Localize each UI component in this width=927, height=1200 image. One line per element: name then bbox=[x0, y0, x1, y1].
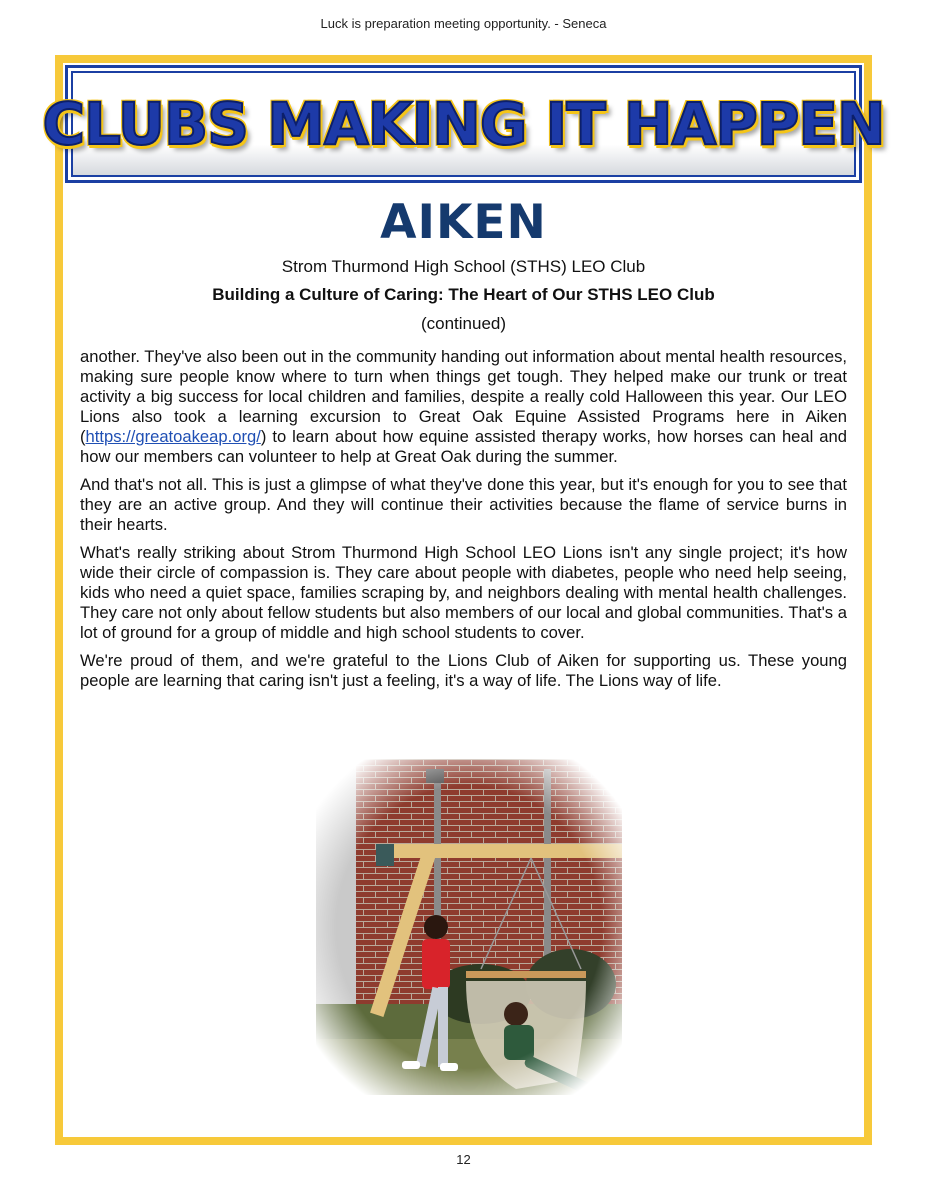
paragraph-1 bbox=[80, 347, 847, 467]
section-banner bbox=[42, 65, 885, 183]
banner-title: CLUBS MAKING IT HAPPEN bbox=[42, 90, 885, 158]
article-frame bbox=[42, 55, 885, 1145]
article-title: Building a Culture of Caring: The Heart of Our STHS LEO Club bbox=[212, 285, 715, 304]
article-body bbox=[80, 347, 847, 699]
paragraph-1-text-start: another. They've also been out in the community handing out information about mental health resources, making sure people know where to turn when things get tough. They helped make our trunk or treat activity a big success for local children and families, despite a really cold Halloween this year. Our LEO Lions also took a learning excursion to Great Oak Equine Assisted Programs here in Aiken ( bbox=[80, 347, 847, 446]
paragraph-4: We're proud of them, and we're grateful to the Lions Club of Aiken for supporting us. These young people are learning that caring isn't just a feeling, it's a way of life. The Lions way of life. bbox=[80, 651, 847, 690]
page-number: 12 bbox=[456, 1152, 471, 1167]
club-name: Strom Thurmond High School (STHS) LEO Club bbox=[281, 257, 646, 276]
continued-label: (continued) bbox=[420, 314, 507, 333]
banner-inner bbox=[42, 71, 885, 177]
paragraph-3: What's really striking about Strom Thurmond High School LEO Lions isn't any single project; it's how wide their circle of compassion is. They care about people with diabetes, people who need help seeing, kids who need a quiet space, families scraping by, and neighbors dealing with mental health challenges. They care not only about fellow students but also members of our local and global communities. That's a lot of ground for a group of middle and high school students to cover. bbox=[80, 543, 847, 642]
city-heading: AIKEN bbox=[380, 195, 547, 250]
paragraph-1-text-end: ) to learn about how equine assisted therapy works, how horses can heal and how our members can volunteer to help at Great Oak during the summer. bbox=[80, 427, 847, 466]
paragraph-2: And that's not all. This is just a glimpse of what they've done this year, but it's enough for you to see that they are an active group. And they will continue their activities because the flame of service burns in their hearts. bbox=[80, 475, 847, 534]
great-oak-link[interactable]: https://greatoakeap.org/ bbox=[85, 427, 261, 446]
page-header-quote: Luck is preparation meeting opportunity. - Seneca bbox=[320, 16, 607, 31]
students-hammock-photo bbox=[316, 759, 622, 1095]
